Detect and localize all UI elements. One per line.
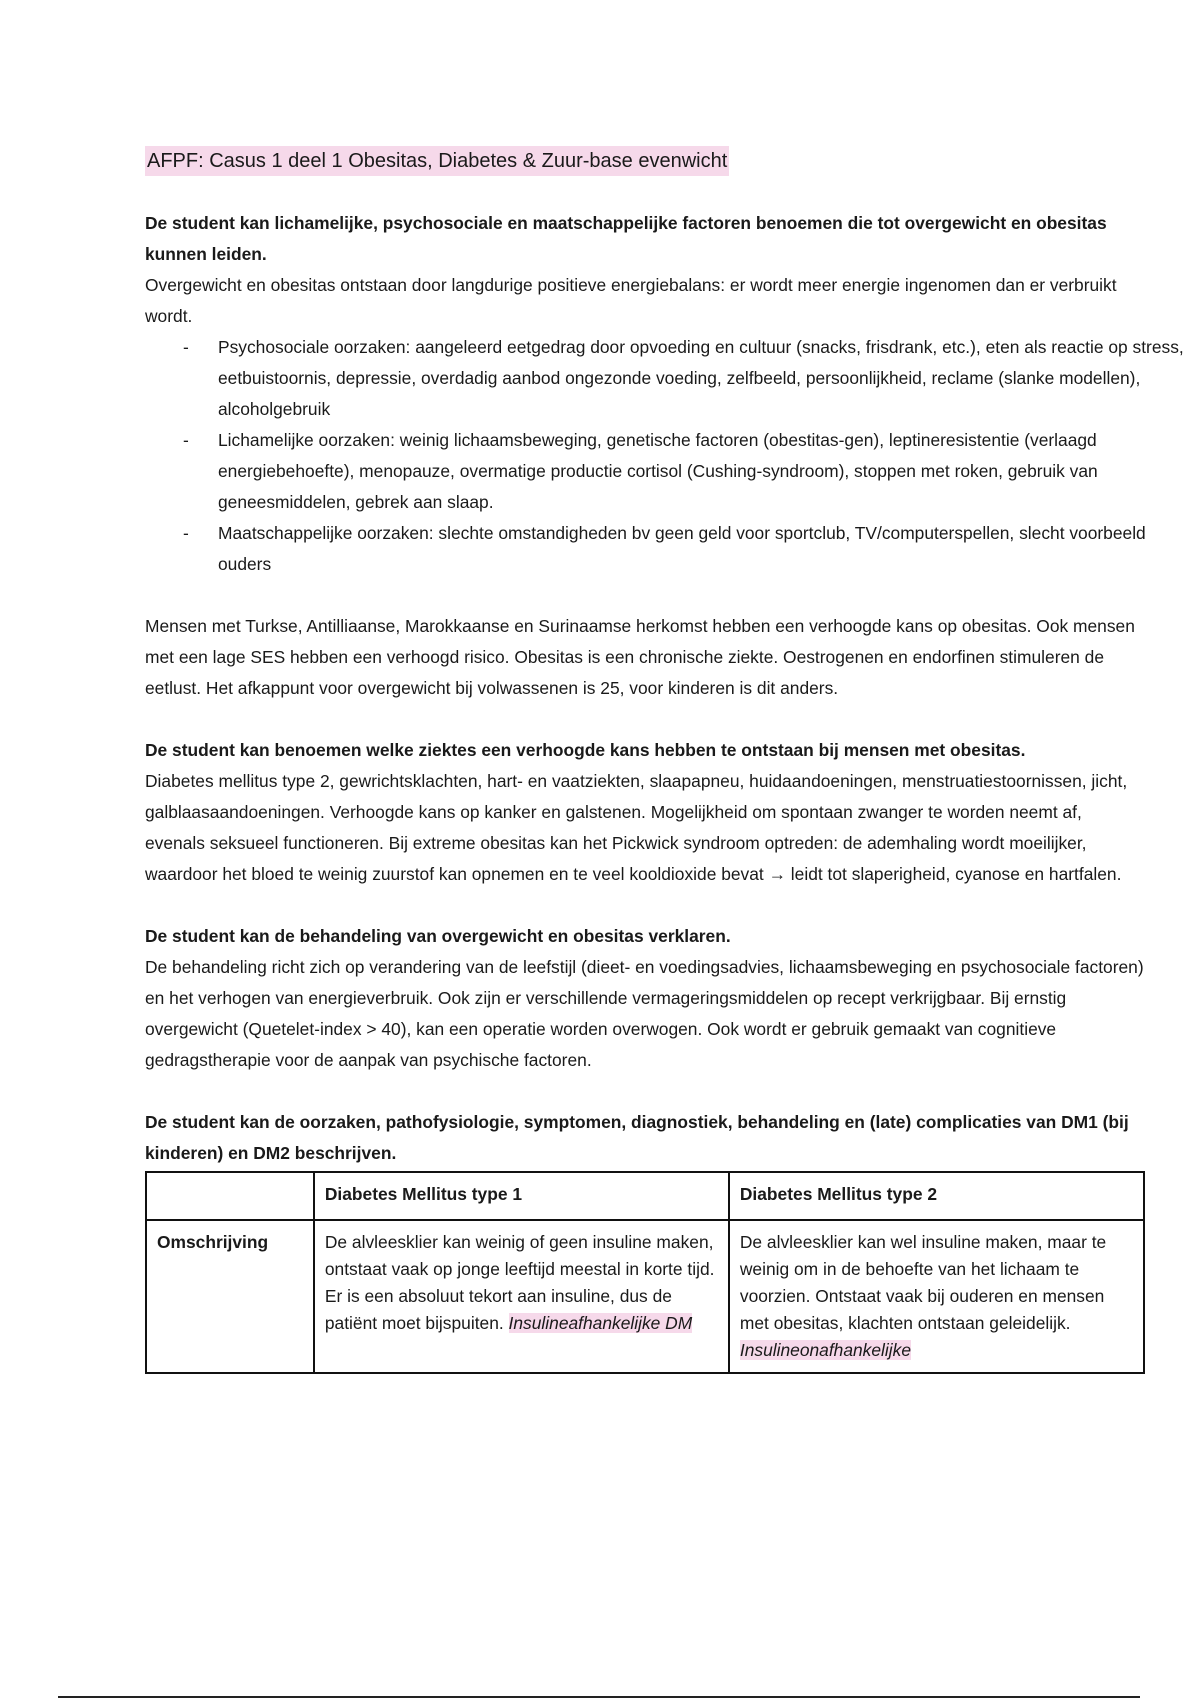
bullet-dash: - [183,337,189,357]
list-item: - Maatschappelijke oorzaken: slechte omstandigheden bv geen geld voor sportclub, TV/computerspellen, slecht voorbeeld ouders [145,518,1198,580]
footer-divider [58,1696,1140,1698]
table-header-dm2: Diabetes Mellitus type 2 [729,1172,1144,1220]
bullet-dash: - [183,523,189,543]
diabetes-table [145,1171,1145,1374]
table-header-empty [146,1172,314,1220]
dm2-description-cell [729,1220,1144,1373]
table-header-dm1: Diabetes Mellitus type 1 [314,1172,729,1220]
document-page [145,146,1184,1374]
section1-heading: De student kan lichamelijke, psychosociale en maatschappelijke factoren benoemen die tot overgewicht en obesitas kunnen leiden. [145,213,1107,264]
table-header-row [146,1172,1144,1220]
section3-paragraph: De behandeling richt zich op verandering van de leefstijl (dieet- en voedingsadvies, lichaamsbeweging en psychosociale factoren) en het verhogen van energieverbruik. Ook zijn er verschillende vermageringsmiddelen op recept verkrijgbaar. Bij ernstig overgewicht (Quetelet-index > 40), kan een operatie worden overwogen. Ook wordt er gebruik gemaakt van cognitieve gedragstherapie voor de aanpak van psychische factoren. [145,957,1144,1070]
bullet-dash: - [183,430,189,450]
section1-intro: Overgewicht en obesitas ontstaan door langdurige positieve energiebalans: er wordt meer energie ingenomen dan er verbruikt wordt. [145,275,1117,326]
document-title [145,146,1145,176]
section4-heading: De student kan de oorzaken, pathofysiologie, symptomen, diagnostiek, behandeling en (late) complicaties van DM1 (bij kinderen) en DM2 beschrijven. [145,1112,1129,1163]
section1-paragraph: Mensen met Turkse, Antilliaanse, Marokkaanse en Surinaamse herkomst hebben een verhoogde kans op obesitas. Ook mensen met een lage SES hebben een verhoogd risico. Obesitas is een chronische ziekte. Oestrogenen en endorfinen stimuleren de eetlust. Het afkappunt voor overgewicht bij volwassenen is 25, voor kinderen is dit anders. [145,616,1135,698]
dm1-description-cell [314,1220,729,1373]
list-item: - Lichamelijke oorzaken: weinig lichaamsbeweging, genetische factoren (obestitas-gen), leptineresistentie (verlaagd energiebehoefte), menopauze, overmatige productie cortisol (Cushing-syndroom), stoppen met roken, gebruik van geneesmiddelen, gebrek aan slaap. [145,425,1198,518]
dm2-highlight: Insulineonafhankelijke [739,1340,912,1360]
table-row [146,1220,1144,1373]
dm1-highlight: Insulineafhankelijke DM [508,1313,693,1333]
section2-paragraph: Diabetes mellitus type 2, gewrichtsklachten, hart- en vaatziekten, slaapapneu, huidaandoeningen, menstruatiestoornissen, jicht, galblaasaandoeningen. Verhoogde kans op kanker en galstenen. Mogelijkheid om spontaan zwanger te worden neemt af, evenals seksueel functioneren. Bij extreme obesitas kan het Pickwick syndroom optreden: de ademhaling wordt moeilijker, waardoor het bloed te weinig zuurstof kan opnemen en te veel kooldioxide bevat → leidt tot slaperigheid, cyanose en hartfalen. [145,771,1128,884]
row-label: Omschrijving [146,1220,314,1373]
dm1-description: De alvleesklier kan weinig of geen insuline maken, ontstaat vaak op jonge leeftijd meestal in korte tijd. Er is een absoluut tekort aan insuline, dus de patiënt moet bijspuiten. [324,1232,715,1333]
cause-list [145,332,1184,580]
section2-heading: De student kan benoemen welke ziektes een verhoogde kans hebben te ontstaan bij mensen met obesitas. [145,740,1026,760]
dm2-description: De alvleesklier kan wel insuline maken, maar te weinig om in de behoefte van het lichaam te voorzien. Ontstaat vaak bij ouderen en mensen met obesitas, klachten ontstaan geleidelijk. [739,1232,1107,1333]
title-highlight: AFPF: Casus 1 deel 1 Obesitas, Diabetes & Zuur-base evenwicht [145,146,729,176]
section3-heading: De student kan de behandeling van overgewicht en obesitas verklaren. [145,926,731,946]
list-item: - Psychosociale oorzaken: aangeleerd eetgedrag door opvoeding en cultuur (snacks, frisdrank, etc.), eten als reactie op stress, eetbuistoornis, depressie, overdadig aanbod ongezonde voeding, zelfbeeld, persoonlijkheid, reclame (slanke modellen), alcoholgebruik [145,332,1198,425]
